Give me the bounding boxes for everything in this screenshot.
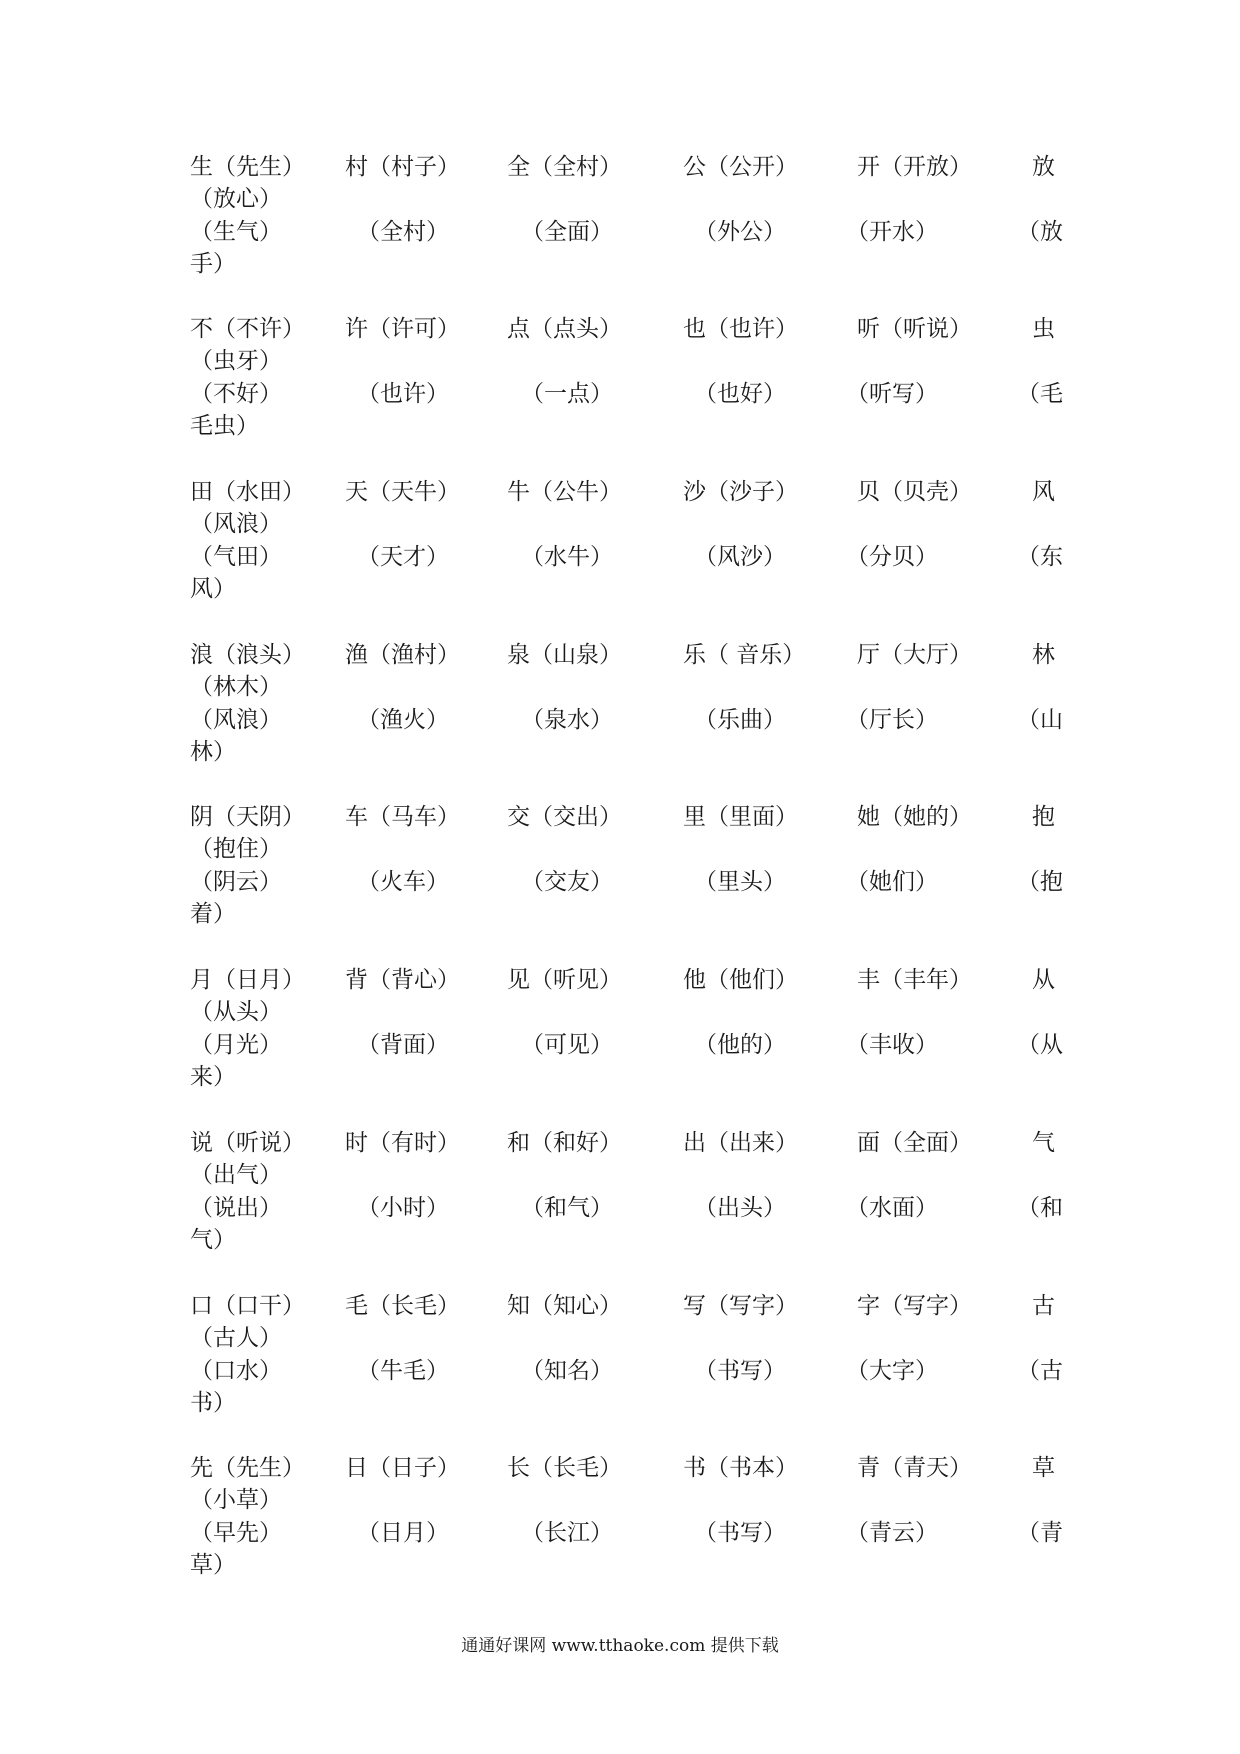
character-entry: 知（知心） bbox=[507, 1293, 622, 1319]
word-group-8-wrap2 bbox=[0, 1386, 1240, 1420]
character-entry: 乐（ 音乐） bbox=[683, 642, 806, 668]
character-entry: 日（日子） bbox=[345, 1455, 460, 1481]
character-entry: 厅（大厅） bbox=[857, 642, 972, 668]
character-entry: 虫 bbox=[1032, 316, 1055, 342]
word-entry: （厅长） bbox=[846, 707, 938, 733]
word-group-8-wrap1 bbox=[0, 1321, 1240, 1355]
character-entry: 听（听说） bbox=[857, 316, 972, 342]
word-group-9-wrap2 bbox=[0, 1548, 1240, 1582]
character-entry: 丰（丰年） bbox=[857, 967, 972, 993]
word-entry: （抱 bbox=[1017, 869, 1063, 895]
word-group-9-wrap1 bbox=[0, 1483, 1240, 1517]
word-entry: （月光） bbox=[190, 1032, 282, 1058]
word-entry: （气田） bbox=[190, 544, 282, 570]
word-group-1-row2 bbox=[0, 215, 1240, 249]
character-entry: 田（水田） bbox=[190, 479, 305, 505]
character-entry: 古 bbox=[1032, 1293, 1055, 1319]
word-entry: （早先） bbox=[190, 1520, 282, 1546]
word-entry: （毛 bbox=[1017, 381, 1063, 407]
character-entry: 出（出来） bbox=[683, 1130, 798, 1156]
word-group-4-row2 bbox=[0, 703, 1240, 737]
character-entry: 气 bbox=[1032, 1130, 1055, 1156]
character-entry: 说（听说） bbox=[190, 1130, 305, 1156]
character-entry: 长（长毛） bbox=[507, 1455, 622, 1481]
wrapped-word: 着） bbox=[190, 901, 236, 927]
word-entry: （一点） bbox=[521, 381, 613, 407]
character-entry: 许（许可） bbox=[345, 316, 460, 342]
word-entry: （生气） bbox=[190, 219, 282, 245]
character-entry: 写（写字） bbox=[683, 1293, 798, 1319]
word-group-2-wrap2 bbox=[0, 409, 1240, 443]
character-entry: 天（天牛） bbox=[345, 479, 460, 505]
wrapped-word: （古人） bbox=[190, 1325, 282, 1351]
character-entry: 车（马车） bbox=[345, 804, 460, 830]
character-entry: 草 bbox=[1032, 1455, 1055, 1481]
word-entry: （泉水） bbox=[521, 707, 613, 733]
word-group-3-row2 bbox=[0, 540, 1240, 574]
word-group-3-row1 bbox=[0, 475, 1240, 509]
word-group-5-row1 bbox=[0, 800, 1240, 834]
word-group-7-row2 bbox=[0, 1191, 1240, 1225]
word-entry: （风沙） bbox=[694, 544, 786, 570]
word-group-6-row1 bbox=[0, 963, 1240, 997]
word-group-2-wrap1 bbox=[0, 344, 1240, 378]
word-entry: （也许） bbox=[357, 381, 449, 407]
word-entry: （牛毛） bbox=[357, 1358, 449, 1384]
wrapped-word: 书） bbox=[190, 1390, 236, 1416]
wrapped-word: （风浪） bbox=[190, 511, 282, 537]
word-entry: （长江） bbox=[521, 1520, 613, 1546]
word-entry: （里头） bbox=[694, 869, 786, 895]
word-group-7-row1 bbox=[0, 1126, 1240, 1160]
word-entry: （开水） bbox=[846, 219, 938, 245]
word-group-4-wrap1 bbox=[0, 670, 1240, 704]
character-entry: 也（也许） bbox=[683, 316, 798, 342]
character-entry: 牛（公牛） bbox=[507, 479, 622, 505]
word-group-8-row2 bbox=[0, 1354, 1240, 1388]
word-entry: （全村） bbox=[357, 219, 449, 245]
word-entry: （交友） bbox=[521, 869, 613, 895]
character-entry: 开（开放） bbox=[857, 154, 972, 180]
word-group-6-row2 bbox=[0, 1028, 1240, 1062]
wrapped-word: （虫牙） bbox=[190, 348, 282, 374]
word-group-9-row2 bbox=[0, 1516, 1240, 1550]
word-group-4-row1 bbox=[0, 638, 1240, 672]
word-group-1-row1 bbox=[0, 150, 1240, 184]
word-entry: （风浪） bbox=[190, 707, 282, 733]
word-entry: （也好） bbox=[694, 381, 786, 407]
word-entry: （丰收） bbox=[846, 1032, 938, 1058]
word-entry: （东 bbox=[1017, 544, 1063, 570]
character-entry: 月（日月） bbox=[190, 967, 305, 993]
character-entry: 从 bbox=[1032, 967, 1055, 993]
word-entry: （她们） bbox=[846, 869, 938, 895]
wrapped-word: 风） bbox=[190, 576, 236, 602]
word-entry: （青云） bbox=[846, 1520, 938, 1546]
word-group-7-wrap2 bbox=[0, 1223, 1240, 1257]
character-entry: 里（里面） bbox=[683, 804, 798, 830]
wrapped-word: （林木） bbox=[190, 674, 282, 700]
wrapped-word: 来） bbox=[190, 1064, 236, 1090]
word-entry: （可见） bbox=[521, 1032, 613, 1058]
character-entry: 生（先生） bbox=[190, 154, 305, 180]
wrapped-word: 手） bbox=[190, 251, 236, 277]
character-entry: 抱 bbox=[1032, 804, 1055, 830]
character-entry: 林 bbox=[1032, 642, 1055, 668]
word-entry: （外公） bbox=[694, 219, 786, 245]
character-entry: 见（听见） bbox=[507, 967, 622, 993]
word-entry: （从 bbox=[1017, 1032, 1063, 1058]
wrapped-word: （放心） bbox=[190, 186, 282, 212]
word-entry: （火车） bbox=[357, 869, 449, 895]
character-entry: 口（口干） bbox=[190, 1293, 305, 1319]
word-entry: （渔火） bbox=[357, 707, 449, 733]
wrapped-word: 草） bbox=[190, 1552, 236, 1578]
word-entry: （放 bbox=[1017, 219, 1063, 245]
word-entry: （乐曲） bbox=[694, 707, 786, 733]
character-entry: 交（交出） bbox=[507, 804, 622, 830]
word-group-1-wrap2 bbox=[0, 247, 1240, 281]
wrapped-word: （抱住） bbox=[190, 836, 282, 862]
word-group-5-row2 bbox=[0, 865, 1240, 899]
word-entry: （山 bbox=[1017, 707, 1063, 733]
character-entry: 渔（渔村） bbox=[345, 642, 460, 668]
word-group-7-wrap1 bbox=[0, 1158, 1240, 1192]
character-entry: 风 bbox=[1032, 479, 1055, 505]
character-entry: 背（背心） bbox=[345, 967, 460, 993]
character-entry: 贝（贝壳） bbox=[857, 479, 972, 505]
wrapped-word: （小草） bbox=[190, 1487, 282, 1513]
word-group-6-wrap2 bbox=[0, 1060, 1240, 1094]
character-entry: 和（和好） bbox=[507, 1130, 622, 1156]
word-entry: （和气） bbox=[521, 1195, 613, 1221]
word-entry: （水面） bbox=[846, 1195, 938, 1221]
character-entry: 阴（天阴） bbox=[190, 804, 305, 830]
word-entry: （和 bbox=[1017, 1195, 1063, 1221]
word-group-3-wrap1 bbox=[0, 507, 1240, 541]
character-entry: 点（点头） bbox=[507, 316, 622, 342]
character-entry: 浪（浪头） bbox=[190, 642, 305, 668]
character-entry: 他（他们） bbox=[683, 967, 798, 993]
word-entry: （阴云） bbox=[190, 869, 282, 895]
word-entry: （分贝） bbox=[846, 544, 938, 570]
word-entry: （说出） bbox=[190, 1195, 282, 1221]
character-entry: 沙（沙子） bbox=[683, 479, 798, 505]
word-entry: （书写） bbox=[694, 1520, 786, 1546]
page-footer: 通通好课网 www.tthaoke.com 提供下载 bbox=[461, 1636, 779, 1656]
word-entry: （听写） bbox=[846, 381, 938, 407]
character-entry: 村（村子） bbox=[345, 154, 460, 180]
word-entry: （口水） bbox=[190, 1358, 282, 1384]
character-entry: 泉（山泉） bbox=[507, 642, 622, 668]
wrapped-word: （从头） bbox=[190, 999, 282, 1025]
character-entry: 公（公开） bbox=[683, 154, 798, 180]
word-group-9-row1 bbox=[0, 1451, 1240, 1485]
word-entry: （不好） bbox=[190, 381, 282, 407]
word-entry: （知名） bbox=[521, 1358, 613, 1384]
word-entry: （青 bbox=[1017, 1520, 1063, 1546]
character-entry: 全（全村） bbox=[507, 154, 622, 180]
word-group-6-wrap1 bbox=[0, 995, 1240, 1029]
word-entry: （大字） bbox=[846, 1358, 938, 1384]
character-entry: 她（她的） bbox=[857, 804, 972, 830]
wrapped-word: 林） bbox=[190, 739, 236, 765]
character-entry: 时（有时） bbox=[345, 1130, 460, 1156]
word-group-3-wrap2 bbox=[0, 572, 1240, 606]
character-entry: 面（全面） bbox=[857, 1130, 972, 1156]
word-group-8-row1 bbox=[0, 1289, 1240, 1323]
word-group-4-wrap2 bbox=[0, 735, 1240, 769]
character-entry: 青（青天） bbox=[857, 1455, 972, 1481]
word-group-1-wrap1 bbox=[0, 182, 1240, 216]
wrapped-word: （出气） bbox=[190, 1162, 282, 1188]
word-entry: （小时） bbox=[357, 1195, 449, 1221]
word-group-5-wrap1 bbox=[0, 832, 1240, 866]
word-group-5-wrap2 bbox=[0, 897, 1240, 931]
character-entry: 不（不许） bbox=[190, 316, 305, 342]
character-entry: 毛（长毛） bbox=[345, 1293, 460, 1319]
word-entry: （出头） bbox=[694, 1195, 786, 1221]
word-entry: （日月） bbox=[357, 1520, 449, 1546]
word-group-2-row2 bbox=[0, 377, 1240, 411]
character-entry: 放 bbox=[1032, 154, 1055, 180]
wrapped-word: 毛虫） bbox=[190, 413, 259, 439]
word-entry: （背面） bbox=[357, 1032, 449, 1058]
character-entry: 字（写字） bbox=[857, 1293, 972, 1319]
word-group-2-row1 bbox=[0, 312, 1240, 346]
word-entry: （全面） bbox=[521, 219, 613, 245]
character-entry: 先（先生） bbox=[190, 1455, 305, 1481]
word-entry: （天才） bbox=[357, 544, 449, 570]
word-entry: （书写） bbox=[694, 1358, 786, 1384]
wrapped-word: 气） bbox=[190, 1227, 236, 1253]
character-entry: 书（书本） bbox=[683, 1455, 798, 1481]
word-entry: （他的） bbox=[694, 1032, 786, 1058]
word-entry: （古 bbox=[1017, 1358, 1063, 1384]
word-entry: （水牛） bbox=[521, 544, 613, 570]
